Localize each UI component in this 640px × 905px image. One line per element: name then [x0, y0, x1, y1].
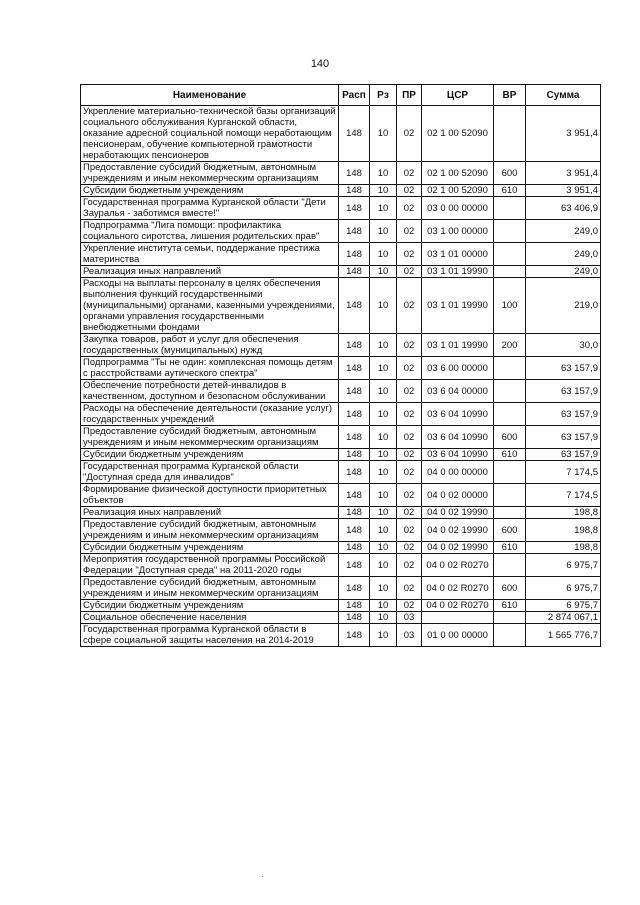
cell-sum: 63 157,9: [526, 403, 601, 426]
cell-vr: [494, 243, 526, 266]
cell-sum: 63 157,9: [526, 357, 601, 380]
header-sum: Сумма: [526, 85, 601, 106]
cell-name: Обеспечение потребности детей-инвалидов в качественном, доступном и безопасном обслуживании: [81, 380, 339, 403]
cell-csr: 04 0 00 00000: [422, 461, 494, 484]
cell-sum: 63 157,9: [526, 449, 601, 461]
cell-pr: 02: [397, 449, 422, 461]
cell-name: Укрепление материально-технической базы организаций социального обслуживания Курганской области, оказание адресной социальной помощи неработающим пенсионерам, обучение компьютерной грамотности неработающих пенсионеров: [81, 106, 339, 162]
cell-rz: 10: [370, 426, 397, 449]
cell-csr: 03 0 00 00000: [422, 197, 494, 220]
table-row: [81, 278, 601, 334]
cell-sum: 3 951,4: [526, 106, 601, 162]
cell-name: Закупка товаров, работ и услуг для обеспечения государственных (муниципальных) нужд: [81, 334, 339, 357]
table-row: [81, 449, 601, 461]
cell-pr: 02: [397, 220, 422, 243]
table-row: [81, 624, 601, 647]
cell-sum: 249,0: [526, 243, 601, 266]
cell-pr: 02: [397, 577, 422, 600]
cell-name: Подпрограмма "Ты не один: комплексная помощь детям с расстройствами аутического спектра": [81, 357, 339, 380]
cell-sum: 3 951,4: [526, 185, 601, 197]
cell-sum: 63 157,9: [526, 380, 601, 403]
cell-name: Реализация иных направлений: [81, 266, 339, 278]
table-row: [81, 542, 601, 554]
cell-rz: 10: [370, 334, 397, 357]
cell-vr: [494, 484, 526, 507]
cell-rasp: 148: [339, 449, 370, 461]
cell-sum: 219,0: [526, 278, 601, 334]
cell-sum: 198,8: [526, 542, 601, 554]
cell-rz: 10: [370, 266, 397, 278]
cell-rz: 10: [370, 542, 397, 554]
cell-csr: 04 0 02 R0270: [422, 554, 494, 577]
cell-name: Мероприятия государственной программы Российской Федерации "Доступная среда" на 2011-2020 годы: [81, 554, 339, 577]
cell-vr: [494, 612, 526, 624]
cell-sum: 63 157,9: [526, 426, 601, 449]
cell-rz: 10: [370, 624, 397, 647]
cell-sum: 198,8: [526, 507, 601, 519]
cell-name: Расходы на выплаты персоналу в целях обеспечения выполнения функций государственными (муниципальными) органами, казенными учреждениями, органами управления государственными внебюджетными фондами: [81, 278, 339, 334]
cell-pr: 02: [397, 600, 422, 612]
cell-rz: 10: [370, 197, 397, 220]
cell-vr: 600: [494, 577, 526, 600]
cell-rasp: 148: [339, 519, 370, 542]
cell-pr: 02: [397, 185, 422, 197]
cell-rz: 10: [370, 577, 397, 600]
cell-pr: 02: [397, 461, 422, 484]
cell-sum: 249,0: [526, 220, 601, 243]
cell-vr: 600: [494, 519, 526, 542]
header-rz: Рз: [370, 85, 397, 106]
cell-name: Укрепление института семьи, поддержание престижа материнства: [81, 243, 339, 266]
cell-vr: 200: [494, 334, 526, 357]
cell-csr: 02 1 00 52090: [422, 185, 494, 197]
cell-csr: 04 0 02 R0270: [422, 577, 494, 600]
cell-rasp: 148: [339, 357, 370, 380]
cell-csr: 04 0 02 19990: [422, 507, 494, 519]
cell-rz: 10: [370, 519, 397, 542]
cell-pr: 02: [397, 266, 422, 278]
table-body: [81, 106, 601, 647]
header-rasp: Расп: [339, 85, 370, 106]
cell-csr: 03 6 04 10990: [422, 403, 494, 426]
cell-vr: [494, 357, 526, 380]
cell-vr: [494, 220, 526, 243]
scan-speck: [262, 876, 263, 877]
cell-name: Формирование физической доступности приоритетных объектов: [81, 484, 339, 507]
cell-pr: 02: [397, 507, 422, 519]
table-row: [81, 334, 601, 357]
cell-pr: 02: [397, 542, 422, 554]
cell-name: Субсидии бюджетным учреждениям: [81, 600, 339, 612]
cell-rasp: 148: [339, 243, 370, 266]
cell-pr: 03: [397, 612, 422, 624]
cell-rasp: 148: [339, 554, 370, 577]
cell-csr: 04 0 02 19990: [422, 542, 494, 554]
cell-rz: 10: [370, 612, 397, 624]
cell-name: Расходы на обеспечение деятельности (оказание услуг) государственных учреждений: [81, 403, 339, 426]
cell-vr: [494, 461, 526, 484]
cell-rz: 10: [370, 507, 397, 519]
cell-rz: 10: [370, 185, 397, 197]
table-row: [81, 220, 601, 243]
header-pr: ПР: [397, 85, 422, 106]
cell-rasp: 148: [339, 484, 370, 507]
cell-rz: 10: [370, 162, 397, 185]
cell-rz: 10: [370, 461, 397, 484]
cell-vr: [494, 507, 526, 519]
cell-sum: 1 565 776,7: [526, 624, 601, 647]
cell-vr: 610: [494, 449, 526, 461]
cell-name: Социальное обеспечение населения: [81, 612, 339, 624]
cell-pr: 03: [397, 624, 422, 647]
cell-rasp: 148: [339, 106, 370, 162]
cell-sum: 6 975,7: [526, 600, 601, 612]
cell-pr: 02: [397, 243, 422, 266]
cell-rz: 10: [370, 380, 397, 403]
cell-rasp: 148: [339, 403, 370, 426]
cell-csr: 01 0 00 00000: [422, 624, 494, 647]
cell-vr: [494, 266, 526, 278]
cell-pr: 02: [397, 278, 422, 334]
cell-vr: [494, 624, 526, 647]
table-row: [81, 197, 601, 220]
cell-sum: 7 174,5: [526, 461, 601, 484]
table-row: [81, 162, 601, 185]
cell-name: Государственная программа Курганской области в сфере социальной защиты населения на 2014-2019: [81, 624, 339, 647]
cell-vr: [494, 380, 526, 403]
cell-pr: 02: [397, 519, 422, 542]
cell-csr: 03 1 01 19990: [422, 334, 494, 357]
cell-pr: 02: [397, 484, 422, 507]
cell-csr: 03 1 00 00000: [422, 220, 494, 243]
table-row: [81, 554, 601, 577]
cell-sum: 6 975,7: [526, 577, 601, 600]
cell-sum: 7 174,5: [526, 484, 601, 507]
cell-pr: 02: [397, 357, 422, 380]
cell-rasp: 148: [339, 542, 370, 554]
cell-csr: 02 1 00 52090: [422, 106, 494, 162]
cell-name: Субсидии бюджетным учреждениям: [81, 185, 339, 197]
cell-name: Субсидии бюджетным учреждениям: [81, 542, 339, 554]
cell-name: Субсидии бюджетным учреждениям: [81, 449, 339, 461]
cell-vr: 610: [494, 542, 526, 554]
table-row: [81, 403, 601, 426]
cell-sum: 6 975,7: [526, 554, 601, 577]
cell-name: Предоставление субсидий бюджетным, автономным учреждениям и иным некоммерческим организациям: [81, 162, 339, 185]
table-row: [81, 357, 601, 380]
table-row: [81, 426, 601, 449]
cell-rasp: 148: [339, 334, 370, 357]
cell-sum: 3 951,4: [526, 162, 601, 185]
cell-pr: 02: [397, 334, 422, 357]
cell-pr: 02: [397, 106, 422, 162]
header-vr: ВР: [494, 85, 526, 106]
cell-rasp: 148: [339, 600, 370, 612]
cell-pr: 02: [397, 403, 422, 426]
cell-vr: 600: [494, 162, 526, 185]
cell-rasp: 148: [339, 577, 370, 600]
cell-csr: [422, 612, 494, 624]
cell-rz: 10: [370, 106, 397, 162]
cell-rz: 10: [370, 600, 397, 612]
cell-rasp: 148: [339, 266, 370, 278]
cell-vr: 610: [494, 600, 526, 612]
cell-csr: 03 6 00 00000: [422, 357, 494, 380]
cell-vr: [494, 403, 526, 426]
cell-rasp: 148: [339, 162, 370, 185]
cell-rz: 10: [370, 243, 397, 266]
cell-rasp: 148: [339, 461, 370, 484]
cell-rasp: 148: [339, 426, 370, 449]
cell-sum: 249,0: [526, 266, 601, 278]
table-header-row: [81, 85, 601, 106]
cell-csr: 04 0 02 00000: [422, 484, 494, 507]
table-row: [81, 243, 601, 266]
table-row: [81, 507, 601, 519]
cell-rasp: 148: [339, 507, 370, 519]
budget-table: [80, 84, 601, 647]
table-row: [81, 484, 601, 507]
cell-csr: 02 1 00 52090: [422, 162, 494, 185]
cell-rasp: 148: [339, 278, 370, 334]
table-row: [81, 577, 601, 600]
cell-name: Государственная программа Курганской области "Дети Зауралья - заботимся вместе!": [81, 197, 339, 220]
cell-csr: 03 6 04 00000: [422, 380, 494, 403]
cell-rasp: 148: [339, 380, 370, 403]
header-csr: ЦСР: [422, 85, 494, 106]
cell-name: Предоставление субсидий бюджетным, автономным учреждениям и иным некоммерческим организациям: [81, 519, 339, 542]
cell-pr: 02: [397, 162, 422, 185]
cell-csr: 03 1 01 19990: [422, 278, 494, 334]
cell-pr: 02: [397, 380, 422, 403]
cell-rasp: 148: [339, 220, 370, 243]
cell-rz: 10: [370, 357, 397, 380]
cell-rasp: 148: [339, 185, 370, 197]
table-row: [81, 106, 601, 162]
cell-vr: [494, 197, 526, 220]
cell-name: Реализация иных направлений: [81, 507, 339, 519]
table-row: [81, 612, 601, 624]
cell-sum: 63 406,9: [526, 197, 601, 220]
table-row: [81, 600, 601, 612]
cell-rz: 10: [370, 554, 397, 577]
cell-csr: 04 0 02 R0270: [422, 600, 494, 612]
cell-csr: 03 6 04 10990: [422, 449, 494, 461]
cell-vr: [494, 106, 526, 162]
cell-name: Государственная программа Курганской области "Доступная среда для инвалидов": [81, 461, 339, 484]
cell-vr: 600: [494, 426, 526, 449]
table-row: [81, 461, 601, 484]
cell-vr: 610: [494, 185, 526, 197]
cell-pr: 02: [397, 197, 422, 220]
cell-pr: 02: [397, 426, 422, 449]
cell-rz: 10: [370, 220, 397, 243]
table-row: [81, 185, 601, 197]
table-row: [81, 266, 601, 278]
cell-rz: 10: [370, 484, 397, 507]
page-number: 140: [310, 58, 330, 70]
cell-rasp: 148: [339, 197, 370, 220]
cell-name: Предоставление субсидий бюджетным, автономным учреждениям и иным некоммерческим организациям: [81, 577, 339, 600]
table-row: [81, 380, 601, 403]
cell-pr: 02: [397, 554, 422, 577]
table-row: [81, 519, 601, 542]
cell-sum: 198,8: [526, 519, 601, 542]
cell-vr: [494, 554, 526, 577]
cell-rz: 10: [370, 403, 397, 426]
cell-rz: 10: [370, 449, 397, 461]
cell-rasp: 148: [339, 612, 370, 624]
cell-rasp: 148: [339, 624, 370, 647]
cell-sum: 2 874 067,1: [526, 612, 601, 624]
cell-csr: 03 6 04 10990: [422, 426, 494, 449]
cell-sum: 30,0: [526, 334, 601, 357]
cell-rz: 10: [370, 278, 397, 334]
header-name: Наименование: [81, 85, 339, 106]
cell-csr: 04 0 02 19990: [422, 519, 494, 542]
cell-name: Предоставление субсидий бюджетным, автономным учреждениям и иным некоммерческим организациям: [81, 426, 339, 449]
cell-csr: 03 1 01 00000: [422, 243, 494, 266]
cell-vr: 100: [494, 278, 526, 334]
cell-csr: 03 1 01 19990: [422, 266, 494, 278]
cell-name: Подпрограмма "Лига помощи: профилактика социального сиротства, лишения родительских прав": [81, 220, 339, 243]
